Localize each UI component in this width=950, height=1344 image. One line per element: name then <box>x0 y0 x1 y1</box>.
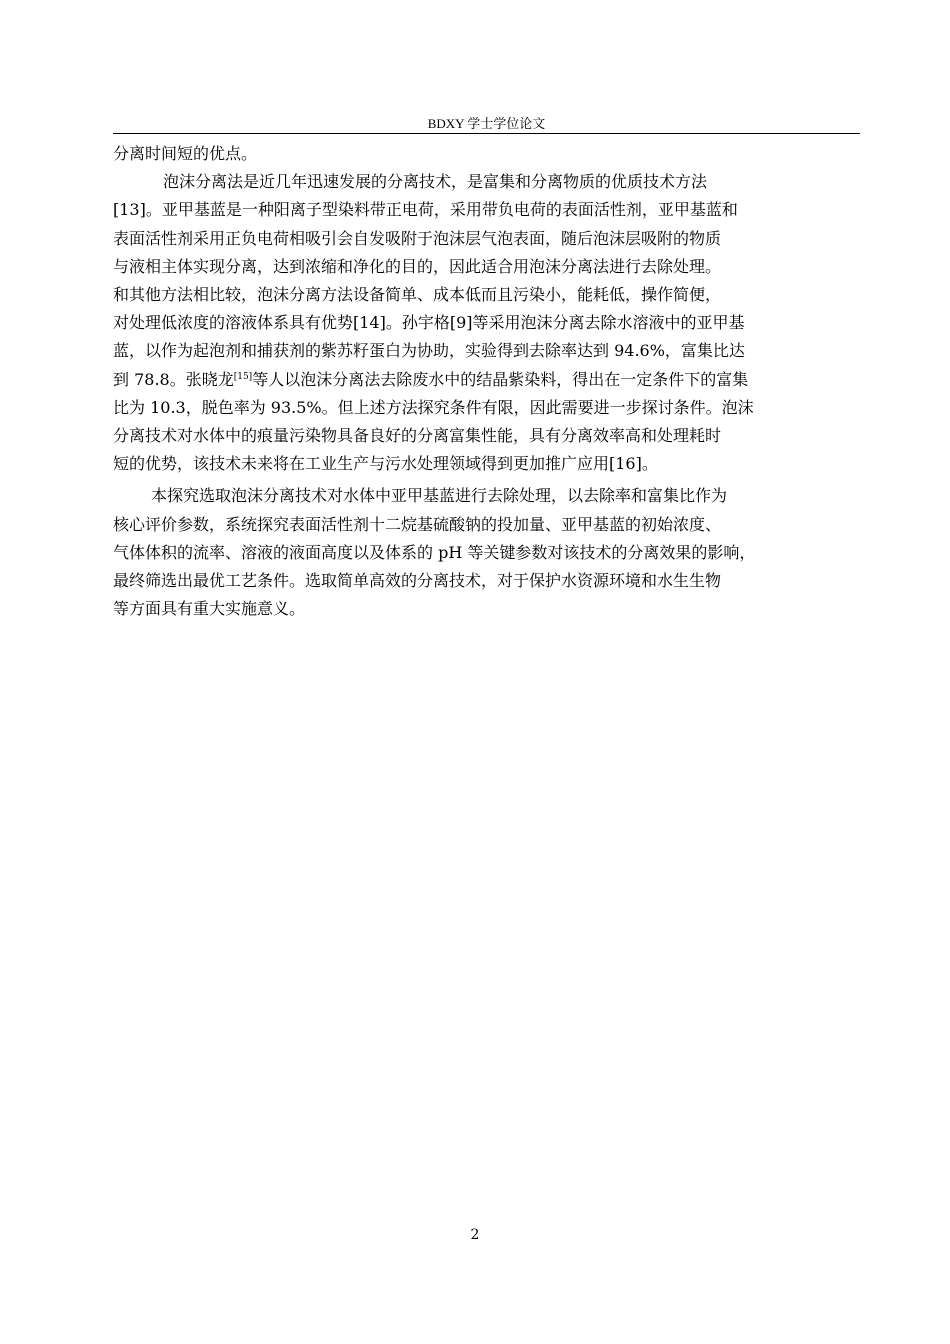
citation-superscript: [15] <box>233 371 253 382</box>
text-line: 蓝，以作为起泡剂和捕获剂的紫苏籽蛋白为协助，实验得到去除率达到 94.6%，富集比达 <box>113 341 745 361</box>
text-line: 最终筛选出最优工艺条件。选取简单高效的分离技术，对于保护水资源环境和水生生物 <box>113 571 722 591</box>
document-body <box>113 140 863 623</box>
text-line: 分离技术对水体中的痕量污染物具备良好的分离富集性能，具有分离效率高和处理耗时 <box>113 426 722 446</box>
paragraph-foam-separation <box>113 168 863 478</box>
text-fragment: 等人以泡沫分离法去除废水中的结晶紫染料，得出在一定条件下的富集 <box>252 369 749 389</box>
text-line: 本探究选取泡沫分离技术对水体中亚甲基蓝进行去除处理，以去除率和富集比作为 <box>151 486 728 506</box>
text-line-with-citation <box>113 366 863 394</box>
text-line: 比为 10.3，脱色率为 93.5%。但上述方法探究条件有限，因此需要进一步探讨条件。泡沫 <box>113 397 754 417</box>
text-line: 短的优势，该技术未来将在工业生产与污水处理领域得到更加推广应用[16]。 <box>113 454 658 474</box>
text-line: 表面活性剂采用正负电荷相吸引会自发吸附于泡沫层气泡表面，随后泡沫层吸附的物质 <box>113 228 722 248</box>
text-line: 与液相主体实现分离，达到浓缩和净化的目的，因此适合用泡沫分离法进行去除处理。 <box>113 256 722 276</box>
paragraph-research-aim <box>113 482 863 623</box>
text-line: 分离时间短的优点。 <box>113 144 258 163</box>
text-line: 对处理低浓度的溶液体系具有优势[14]。孙宇格[9]等采用泡沫分离去除水溶液中的亚甲基 <box>113 313 745 333</box>
text-fragment: 到 78.8。张晓龙 <box>113 369 234 389</box>
paragraph-continuation <box>113 140 863 168</box>
text-line: 核心评价参数，系统探究表面活性剂十二烷基硫酸钠的投加量、亚甲基蓝的初始浓度、 <box>113 514 722 534</box>
page-number: 2 <box>470 1227 480 1243</box>
text-line: 等方面具有重大实施意义。 <box>113 599 306 619</box>
text-line: 和其他方法相比较，泡沫分离方法设备简单、成本低而且污染小，能耗低，操作简便， <box>113 285 722 305</box>
running-header: BDXY 学士学位论文 <box>427 116 546 131</box>
header-divider <box>113 133 860 134</box>
text-line: 气体体积的流率、溶液的液面高度以及体系的 pH 等关键参数对该技术的分离效果的影响， <box>113 542 756 562</box>
text-line: [13]。亚甲基蓝是一种阳离子型染料带正电荷，采用带负电荷的表面活性剂，亚甲基蓝和 <box>113 200 738 220</box>
text-line: 泡沫分离法是近几年迅速发展的分离技术，是富集和分离物质的优质技术方法 <box>163 172 708 192</box>
